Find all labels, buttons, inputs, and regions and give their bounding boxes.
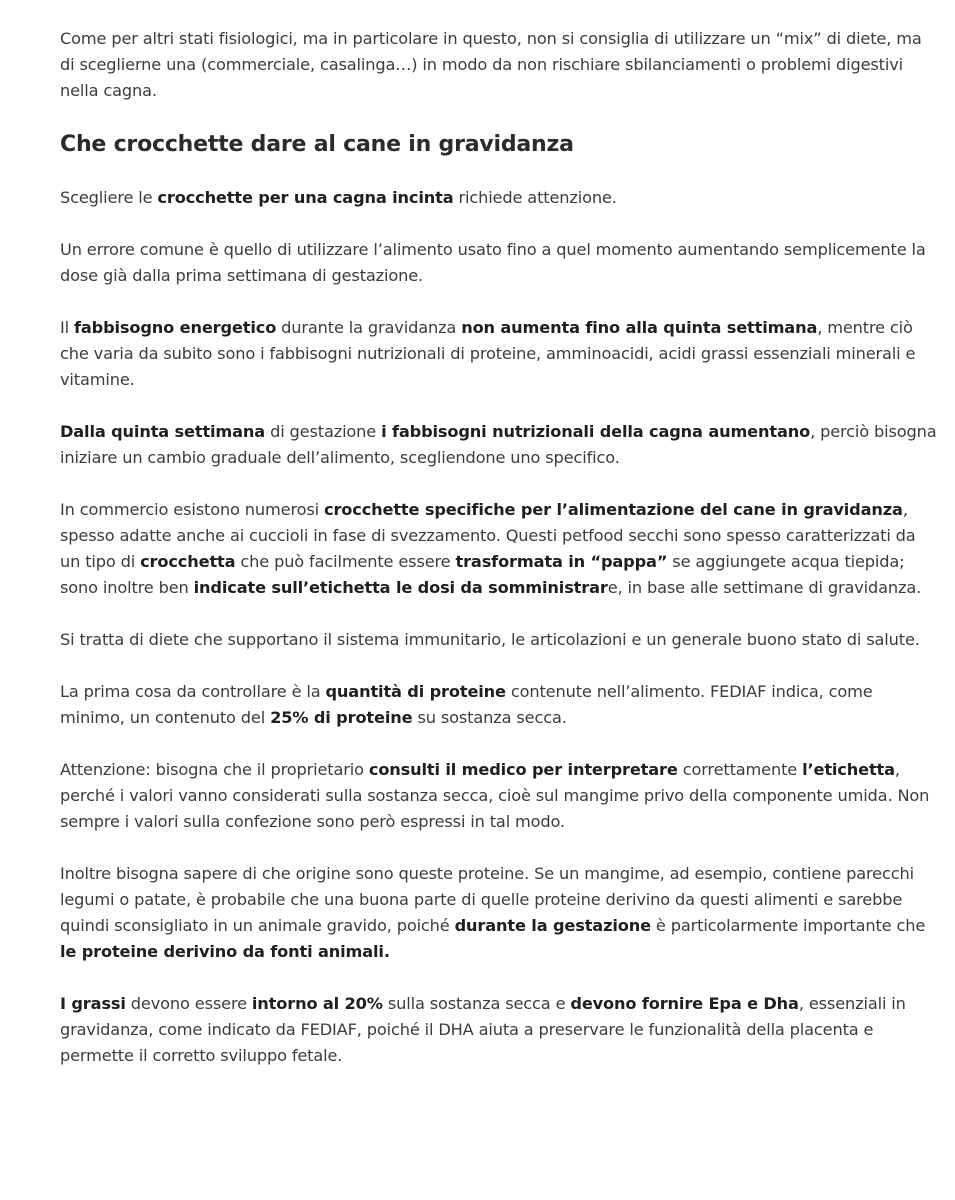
text-run: e, in base alle settimane di gravidanza. [607,578,922,597]
bold-text: quantità di proteine [325,682,506,701]
paragraph [60,861,940,965]
text-run: La prima cosa da controllare è la [60,682,326,701]
text-run: , essenziali in gravidanza, come indicato da FEDIAF, poiché il DHA aiuta a preservare le funzionalità della placenta e permette il corretto sviluppo fetale. [60,994,906,1065]
paragraph [60,627,940,653]
bold-text: crocchetta [140,552,236,571]
bold-text: fabbisogno energetico [73,318,277,337]
text-run: Come per altri stati fisiologici, ma in particolare in questo, non si consiglia di utilizzare un “mix” di diete, ma di sceglierne una (commerciale, casalinga…) in modo da non rischiare sbilanciamenti o problemi digestivi nella cagna. [60,29,922,100]
bold-text: l’etichetta [802,760,895,779]
text-run: se aggiungete acqua tiepida; sono inoltre ben [60,552,905,597]
bold-text: durante la gestazione [454,916,651,935]
bold-text: 25% di proteine [270,708,413,727]
bold-text: le proteine derivino da fonti animali. [60,942,390,961]
bold-text: crocchette per una cagna incinta [157,188,454,207]
text-run: Un errore comune è quello di utilizzare l’alimento usato fino a quel momento aumentando semplicemente la dose già dalla prima settimana di gestazione. [60,240,926,285]
text-run: , mentre ciò che varia da subito sono i fabbisogni nutrizionali di proteine, amminoacidi, acidi grassi essenziali minerali e vitamine. [60,318,916,389]
text-run: correttamente [677,760,803,779]
bold-text: Dalla quinta settimana [60,422,266,441]
bold-text: i fabbisogni nutrizionali della cagna aumentano [381,422,811,441]
bold-text: crocchette specifiche per l’alimentazione del cane in gravidanza [324,500,903,519]
bold-text: intorno al 20% [251,994,383,1013]
paragraph [60,497,940,601]
paragraph [60,237,940,289]
paragraph [60,679,940,731]
text-run: Scegliere le [60,188,158,207]
text-run: durante la gravidanza [276,318,462,337]
text-run: , perché i valori vanno considerati sulla sostanza secca, cioè sul mangime privo della componente umida. Non sempre i valori sulla confezione sono però espressi in tal modo. [60,760,930,831]
article-body [60,26,940,1095]
bold-text: non aumenta fino alla quinta settimana [461,318,818,337]
bold-text: trasformata in “pappa” [455,552,668,571]
paragraph [60,315,940,393]
text-run: Attenzione: bisogna che il proprietario [60,760,369,779]
text-run: contenute nell’alimento. FEDIAF indica, come minimo, un contenuto del [60,682,873,727]
text-run: , spesso adatte anche ai cuccioli in fase di svezzamento. Questi petfood secchi sono spesso caratterizzati da un tipo di [60,500,916,571]
paragraph [60,419,940,471]
bold-text: indicate sull’etichetta le dosi da somministrar [193,578,608,597]
bold-text: devono fornire Epa e Dha [570,994,799,1013]
intro-paragraph [60,26,940,104]
section-heading: Che crocchette dare al cane in gravidanza [60,132,574,157]
paragraph [60,757,940,835]
bold-text: I grassi [60,994,126,1013]
text-run: richiede attenzione. [453,188,617,207]
paragraph [60,991,940,1069]
text-run: , perciò bisogna iniziare un cambio graduale dell’alimento, scegliendone uno specifico. [60,422,937,467]
text-run: Si tratta di diete che supportano il sistema immunitario, le articolazioni e un generale buono stato di salute. [60,630,920,649]
text-run: Il [60,318,74,337]
text-run: è particolarmente importante che [650,916,926,935]
text-run: che può facilmente essere [235,552,456,571]
text-run: Inoltre bisogna sapere di che origine sono queste proteine. Se un mangime, ad esempio, contiene parecchi legumi o patate, è probabile che una buona parte di quelle proteine derivino da questi alimenti e sarebbe quindi sconsigliato in un animale gravido, poiché [60,864,914,935]
text-run: In commercio esistono numerosi [60,500,324,519]
text-run: su sostanza secca. [412,708,567,727]
paragraph [60,185,940,211]
text-run: di gestazione [265,422,382,441]
text-run: sulla sostanza secca e [382,994,571,1013]
text-run: devono essere [125,994,252,1013]
bold-text: consulti il medico per interpretare [368,760,678,779]
